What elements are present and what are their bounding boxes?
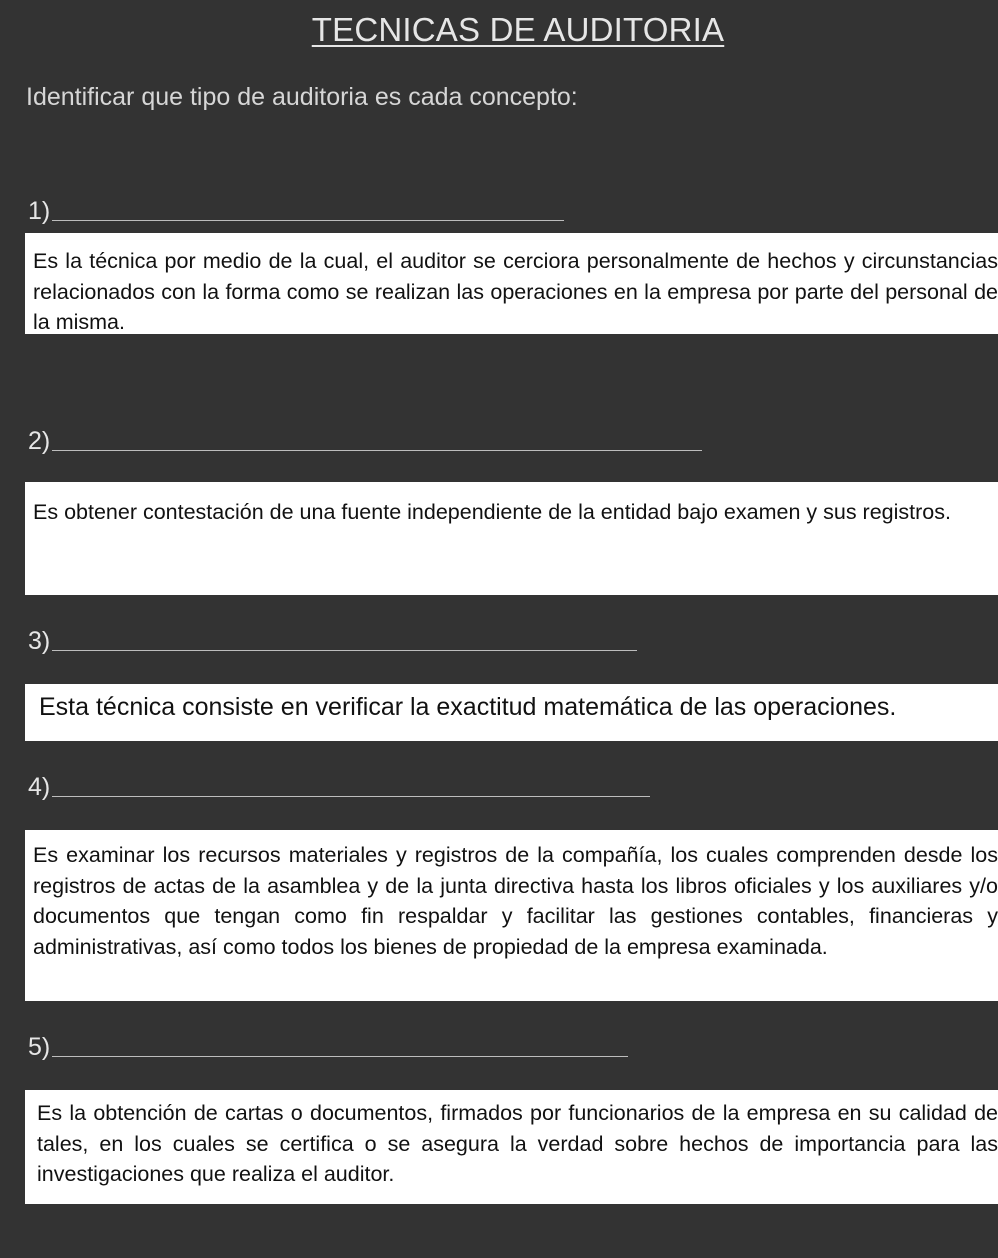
answer-field-4[interactable] xyxy=(28,772,650,802)
item-number: 3) xyxy=(28,627,51,655)
answer-line xyxy=(52,796,650,797)
definition-text: Es la obtención de cartas o documentos, firmados por funcionarios de la empresa en su calidad de tales, en los cuales se certifica o se asegura la verdad sobre hechos de importancia para las investigaciones que realiza el auditor. xyxy=(37,1101,998,1186)
answer-field-3[interactable] xyxy=(28,626,637,656)
answer-field-1[interactable] xyxy=(28,196,564,226)
item-number: 5) xyxy=(28,1033,51,1061)
definition-box-1 xyxy=(25,233,998,334)
definition-box-2 xyxy=(25,482,998,595)
answer-line xyxy=(52,450,702,451)
definition-box-5 xyxy=(25,1090,998,1204)
definition-text: Esta técnica consiste en verificar la exactitud matemática de las operaciones. xyxy=(39,693,897,721)
definition-box-4 xyxy=(25,830,998,1001)
answer-line xyxy=(52,220,564,221)
item-number: 1) xyxy=(28,197,51,225)
page-title: TECNICAS DE AUDITORIA xyxy=(311,11,725,48)
instruction-text: Identificar que tipo de auditoria es cada concepto: xyxy=(26,83,578,111)
answer-line xyxy=(52,1056,628,1057)
definition-text: Es examinar los recursos materiales y registros de la compañía, los cuales comprenden desde los registros de actas de la asamblea y de la junta directiva hasta los libros oficiales y los auxiliares y/o documentos que tengan como fin respaldar y facilitar las gestiones contables, financieras y administrativas, así como todos los bienes de propiedad de la empresa examinada. xyxy=(33,843,998,959)
item-number: 2) xyxy=(28,427,51,455)
item-number: 4) xyxy=(28,773,51,801)
answer-field-2[interactable] xyxy=(28,426,702,456)
answer-line xyxy=(52,650,637,651)
definition-text: Es la técnica por medio de la cual, el auditor se cerciora personalmente de hechos y circunstancias relacionados con la forma como se realizan las operaciones en la empresa por parte del personal de la misma. xyxy=(33,249,998,334)
definition-box-3 xyxy=(25,684,998,741)
answer-field-5[interactable] xyxy=(28,1032,628,1062)
definition-text: Es obtener contestación de una fuente independiente de la entidad bajo examen y sus registros. xyxy=(33,500,951,524)
